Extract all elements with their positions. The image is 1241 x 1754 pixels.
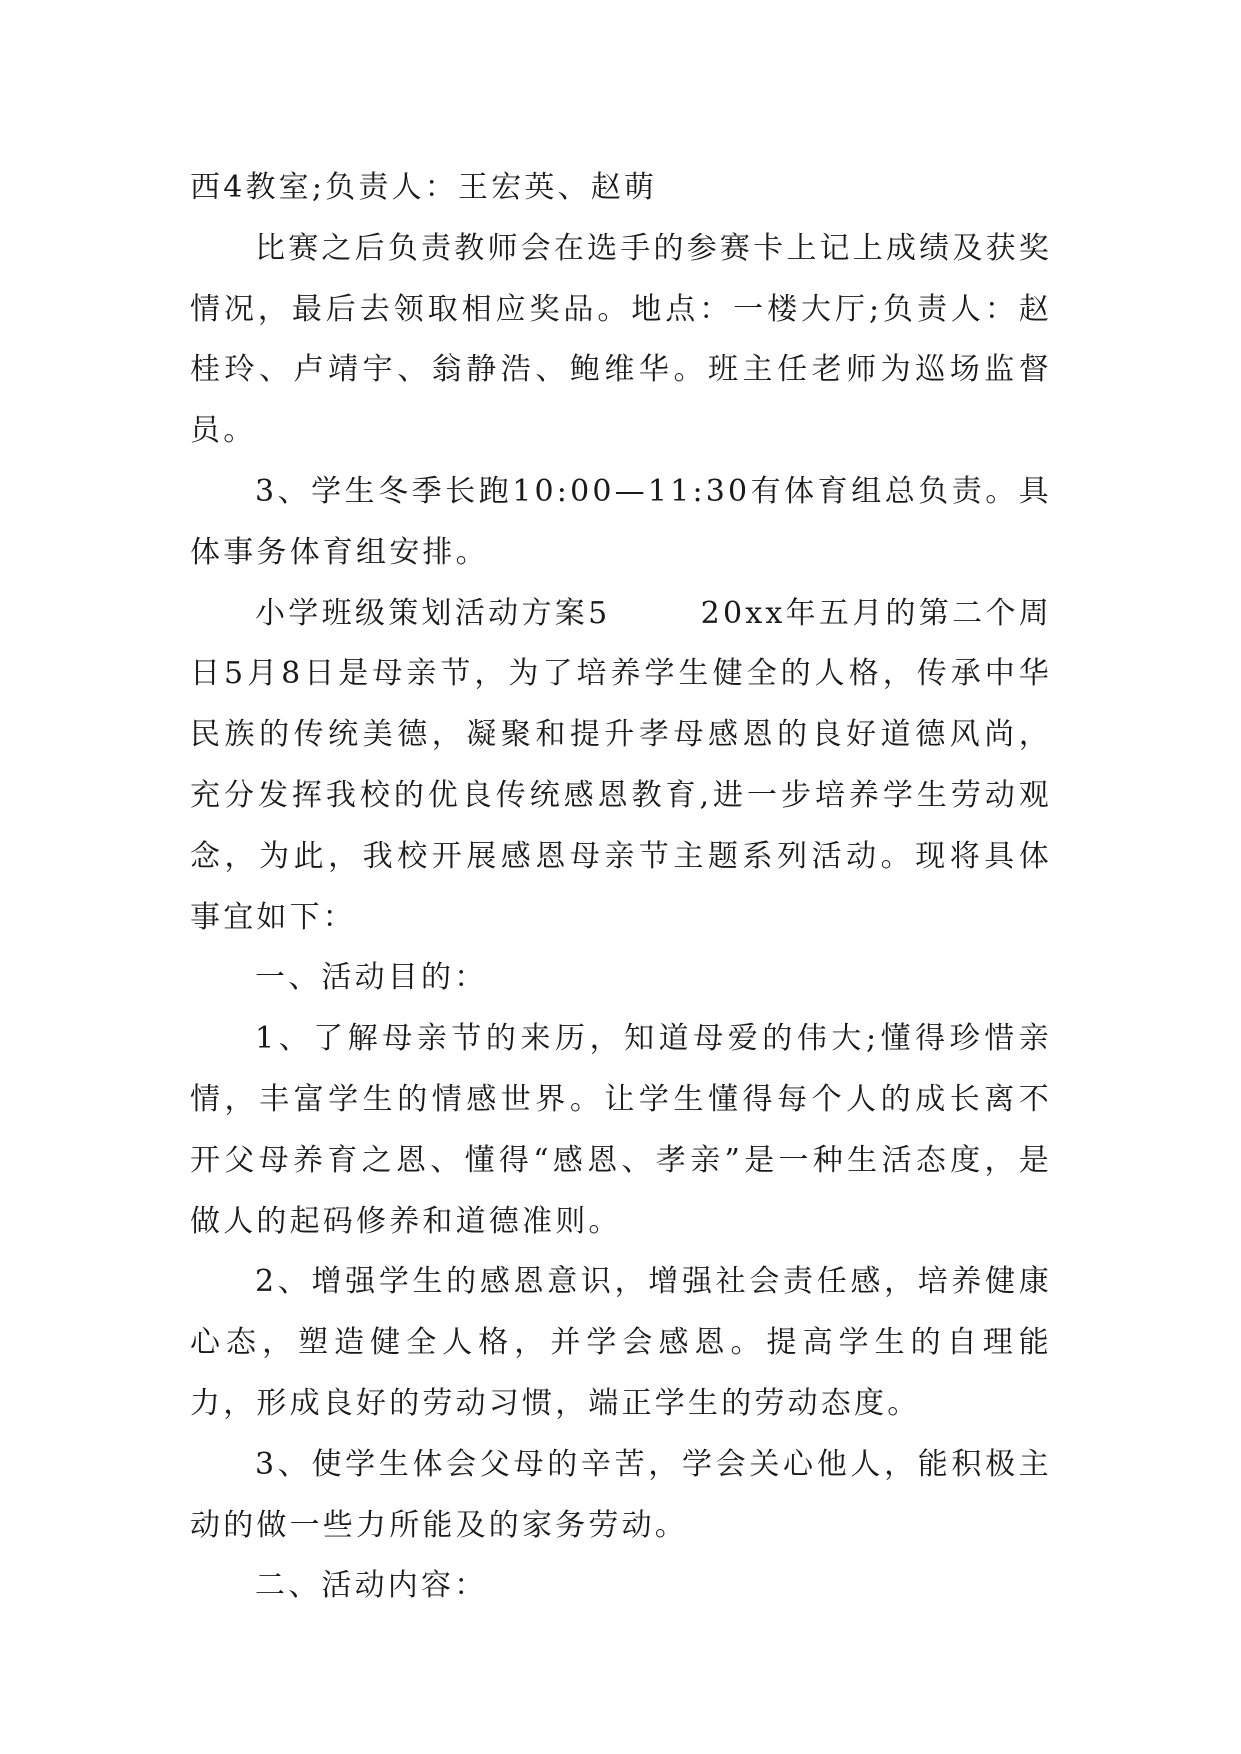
- paragraph-location-continuation: 西4教室;负责人：王宏英、赵萌: [190, 170, 658, 205]
- paragraph-purpose-3: 3、使学生体会父母的辛苦，学会关心他人，能积极主动的做一些力所能及的家务劳动。: [190, 1446, 1052, 1543]
- paragraph-plan-intro: 小学班级策划活动方案5 20xx年五月的第二个周日5月8日是母亲节，为了培养学生健全的人格，传承中华民族的传统美德，凝聚和提升孝母感恩的良好道德风尚，充分发挥我校的优良传统感恩教育,进一步培养学生劳动观念，为此，我校开展感恩母亲节主题系列活动。现将具体事宜如下：: [190, 595, 1052, 935]
- heading-activity-content: 二、活动内容：: [255, 1568, 488, 1604]
- paragraph-purpose-2: 2、增强学生的感恩意识，增强社会责任感，培养健康心态，塑造健全人格，并学会感恩。提高学生的自理能力，形成良好的劳动习惯，端正学生的劳动态度。: [190, 1264, 1052, 1421]
- heading-activity-purpose: 一、活动目的：: [255, 960, 488, 996]
- paragraph-winter-run: 3、学生冬季长跑10:00—11:30有体育组总负责。具体事务体育组安排。: [190, 473, 1052, 570]
- document-body: [190, 158, 1052, 1617]
- paragraph-competition-awards: 比赛之后负责教师会在选手的参赛卡上记上成绩及获奖情况，最后去领取相应奖品。地点：一楼大厅;负责人：赵桂玲、卢靖宇、翁静浩、鲍维华。班主任老师为巡场监督员。: [190, 230, 1052, 449]
- paragraph-purpose-1: 1、了解母亲节的来历，知道母爱的伟大;懂得珍惜亲情，丰富学生的情感世界。让学生懂得每个人的成长离不开父母养育之恩、懂得“感恩、孝亲”是一种生活态度，是做人的起码修养和道德准则。: [190, 1021, 1052, 1239]
